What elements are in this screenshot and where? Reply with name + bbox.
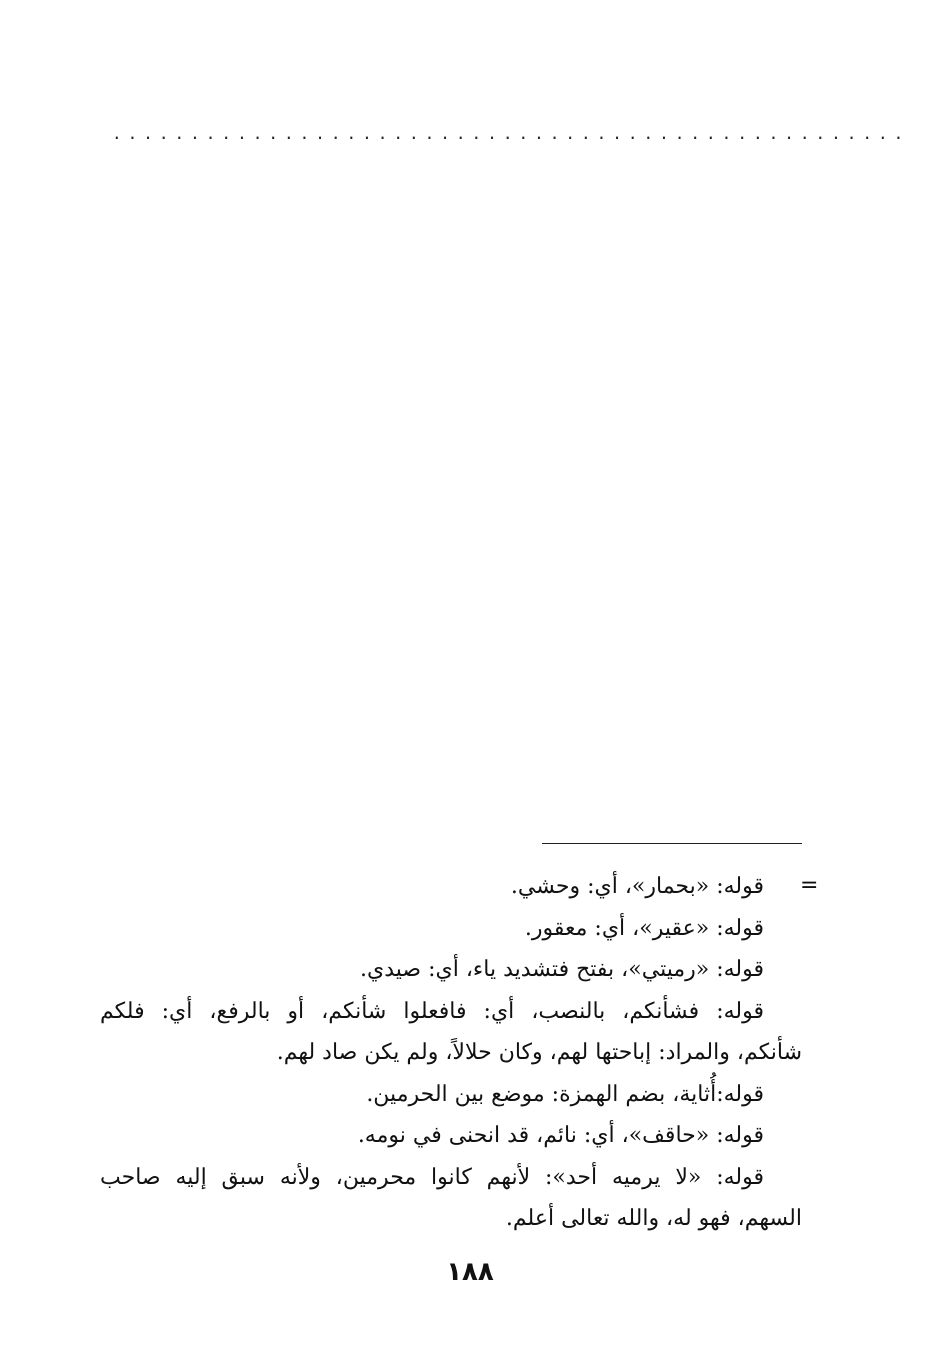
footnote-line-5: شأنكم، والمراد: إباحتها لهم، وكان حلالاً، ولم يكن صاد لهم. (276, 1040, 802, 1065)
footnote-separator-line (542, 843, 802, 844)
footnote-line-8: قوله: «لا يرميه أحد»: لأنهم كانوا محرمين، ولأنه سبق إليه صاحب (100, 1164, 764, 1190)
footnote-line-7: قوله: «حاقف»، أي: نائم، قد انحنى في نومه. (357, 1123, 764, 1148)
footnote-line-3: قوله: «رميتي»، بفتح فتشديد ياء، أي: صيدي. (360, 957, 764, 982)
footnote-line-6: قوله:أُثاية، بضم الهمزة: موضع بين الحرمين. (366, 1081, 764, 1107)
continuation-mark: = (800, 873, 819, 898)
footnote-line-2: قوله: «عقير»، أي: معقور. (524, 915, 764, 941)
page-number: ١٨٨ (446, 1257, 494, 1287)
footnote-line-1: قوله: «بحمار»، أي: وحشي. (510, 874, 764, 899)
footnotes-block (100, 866, 802, 1240)
footnote-line-9: السهم، فهو له، والله تعالى أعلم. (505, 1206, 802, 1231)
dotted-separator: ................................................... (112, 124, 910, 143)
footnote-line-4: قوله: فشأنكم، بالنصب، أي: فافعلوا شأنكم، أو بالرفع، أي: فلكم (100, 998, 764, 1024)
